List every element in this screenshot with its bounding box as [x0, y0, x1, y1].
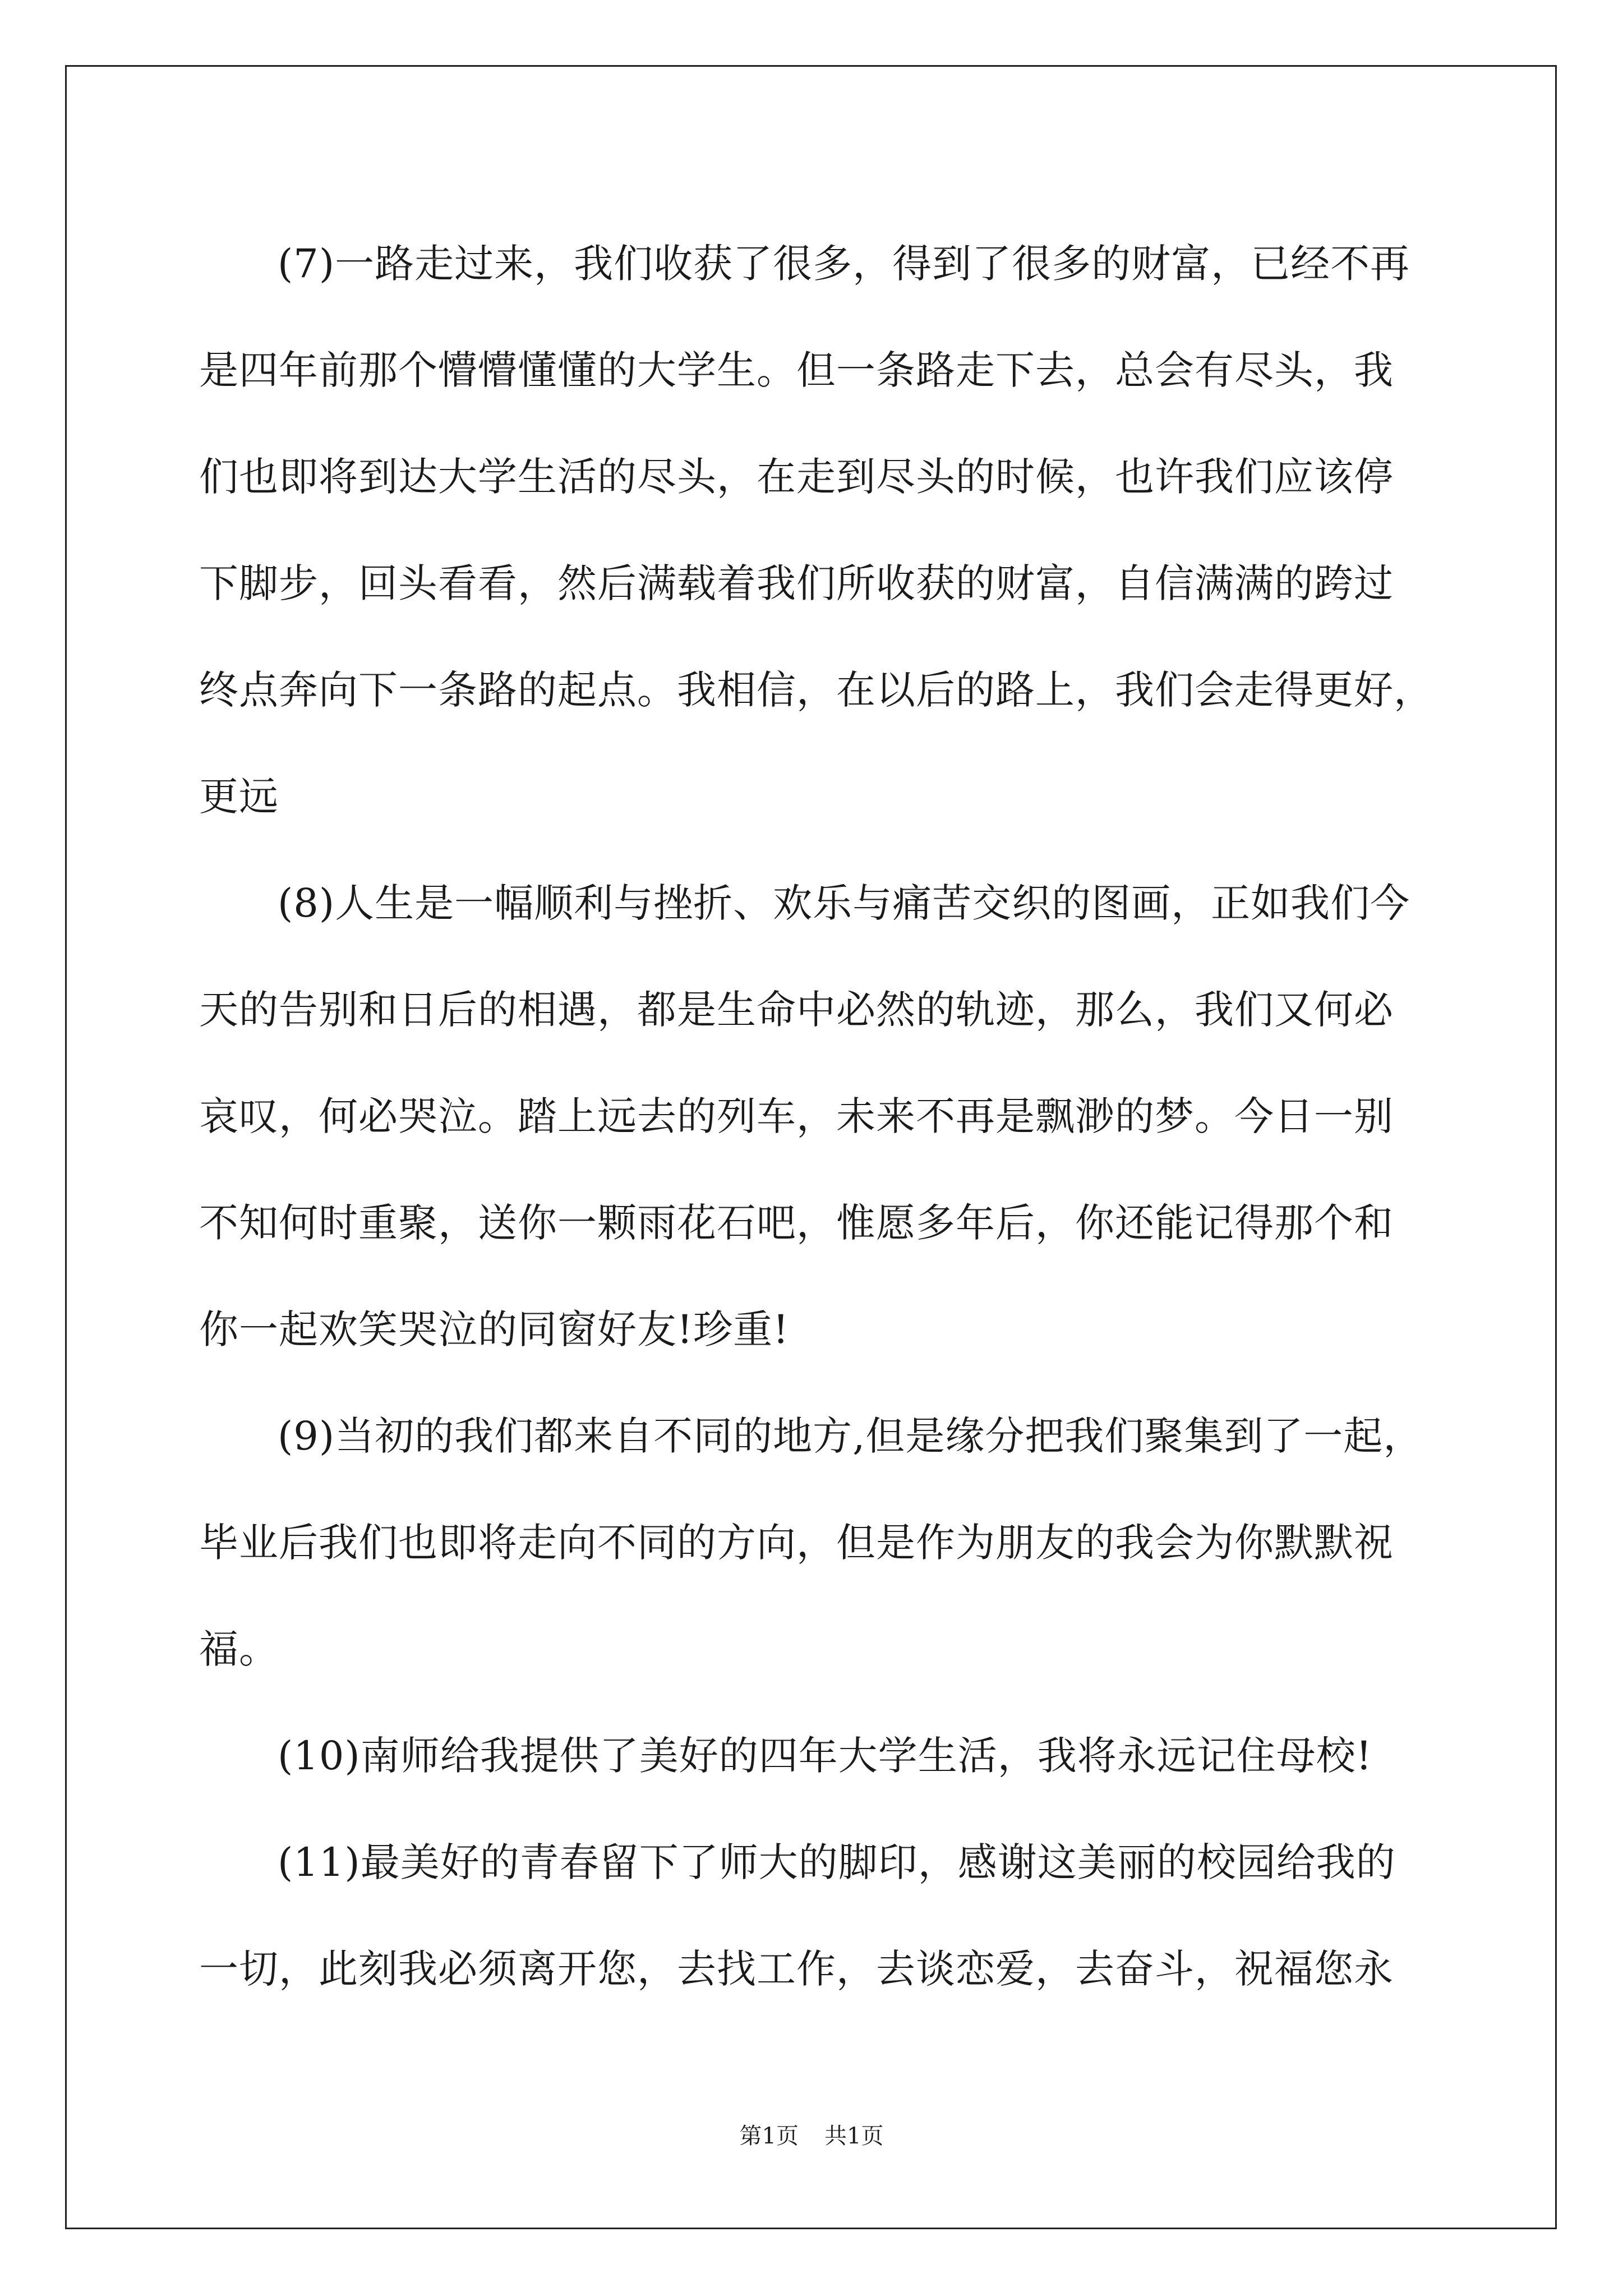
text-line: 哀叹，何必哭泣。踏上远去的列车，未来不再是飘渺的梦。今日一别: [199, 1093, 1394, 1139]
text-line: 天的告别和日后的相遇，都是生命中必然的轨迹，那么，我们又何必: [199, 987, 1394, 1033]
text-line: (7)一路走过来，我们收获了很多，得到了很多的财富，已经不再: [278, 241, 1410, 287]
text-line: (8)人生是一幅顺利与挫折、欢乐与痛苦交织的图画，正如我们今: [278, 880, 1410, 926]
text-line: (10)南师给我提供了美好的四年大学生活，我将永远记住母校!: [278, 1733, 1372, 1779]
document-body: [199, 210, 1472, 2022]
text-line: 你一起欢笑哭泣的同窗好友!珍重!: [199, 1306, 790, 1352]
text-line: 不知何时重聚，送你一颗雨花石吧，惟愿多年后，你还能记得那个和: [199, 1200, 1394, 1246]
page-footer: [0, 2119, 1623, 2153]
text-line: 毕业后我们也即将走向不同的方向，但是作为朋友的我会为你默默祝: [199, 1520, 1394, 1566]
text-line: 福。: [199, 1626, 279, 1672]
text-line: 下脚步，回头看看，然后满载着我们所收获的财富，自信满满的跨过: [199, 560, 1394, 606]
text-line: 一切，此刻我必须离开您，去找工作，去谈恋爱，去奋斗，祝福您永: [199, 1946, 1394, 1992]
text-line: (9)当初的我们都来自不同的地方,但是缘分把我们聚集到了一起，: [278, 1413, 1423, 1459]
page-number: 第1页: [739, 2123, 799, 2149]
text-line: 们也即将到达大学生活的尽头，在走到尽头的时候，也许我们应该停: [199, 454, 1394, 500]
text-line: (11)最美好的青春留下了师大的脚印，感谢这美丽的校园给我的: [278, 1839, 1396, 1885]
page-total: 共1页: [824, 2123, 884, 2149]
text-line: 终点奔向下一条路的起点。我相信，在以后的路上，我们会走得更好，: [199, 667, 1433, 713]
text-line: 是四年前那个懵懵懂懂的大学生。但一条路走下去，总会有尽头，我: [199, 347, 1394, 393]
text-line: 更远: [199, 774, 279, 820]
